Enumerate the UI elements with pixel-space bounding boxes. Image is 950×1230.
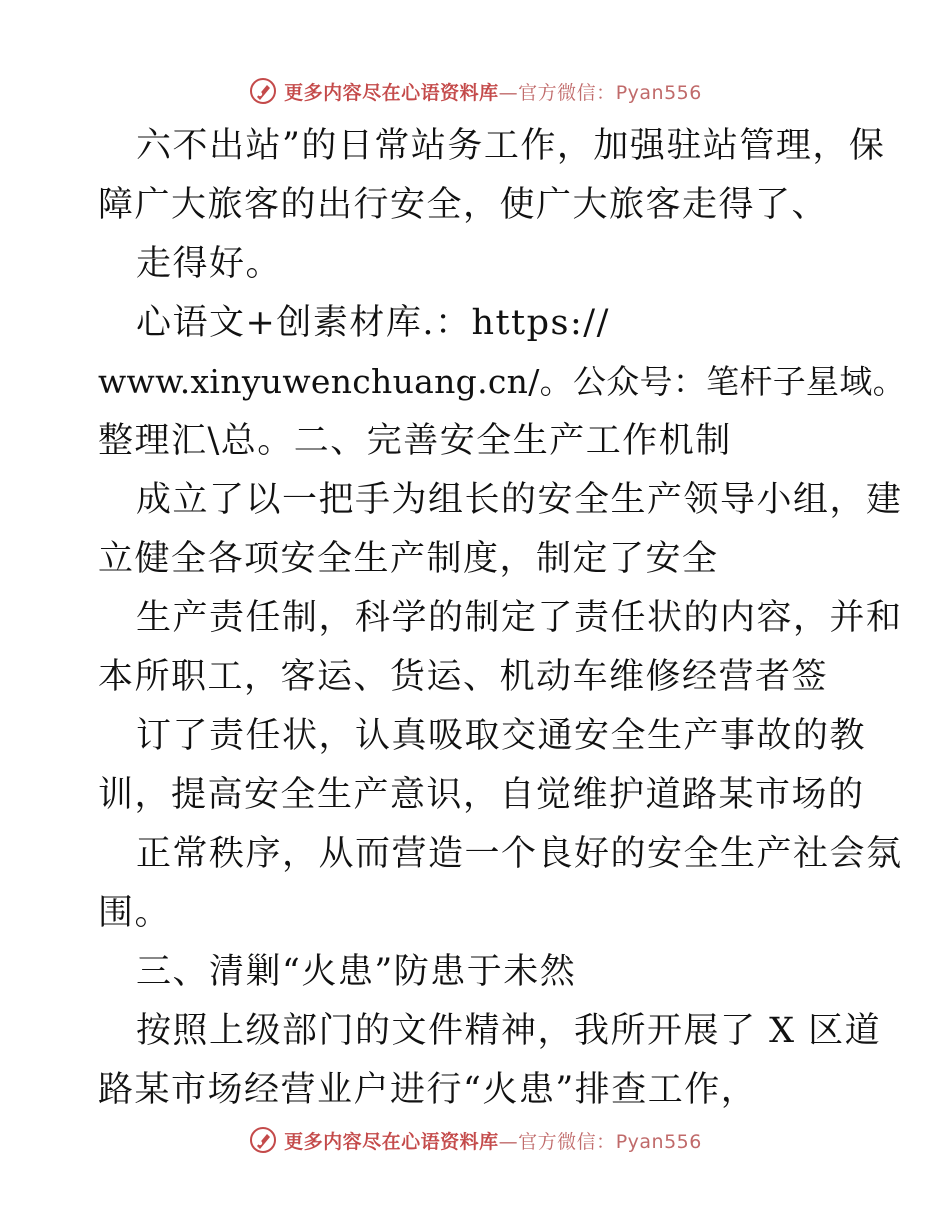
body-line: 按照上级部门的文件精神，我所开展了 X 区道 bbox=[136, 1011, 882, 1051]
header-banner-text bbox=[284, 78, 702, 105]
footer-suffix: 官方微信： bbox=[518, 1130, 616, 1153]
header-separator: — bbox=[498, 81, 519, 104]
body-line: 心语文+创素材库.：https:// bbox=[136, 303, 610, 343]
header-brand: 更多内容尽在心语资料库 bbox=[284, 81, 499, 104]
body-line: 障广大旅客的出行安全，使广大旅客走得了、 bbox=[98, 185, 829, 225]
footer-brand: 更多内容尽在心语资料库 bbox=[284, 1130, 499, 1153]
header-banner bbox=[0, 71, 950, 111]
body-line: 成立了以一把手为组长的安全生产领导小组，建 bbox=[136, 480, 903, 520]
body-line: www.xinyuwenchuang.cn/。公众号：笔杆子星域。 bbox=[98, 362, 906, 401]
body-line: 本所职工，客运、货运、机动车维修经营者签 bbox=[98, 657, 829, 697]
pen-nib-logo-icon bbox=[248, 1125, 278, 1155]
section-heading: 三、清剿“火患”防患于未然 bbox=[136, 952, 577, 992]
header-suffix: 官方微信： bbox=[518, 81, 616, 104]
footer-banner bbox=[0, 1120, 950, 1160]
footer-separator: — bbox=[498, 1130, 519, 1153]
body-line: 正常秩序，从而营造一个良好的安全生产社会氛 bbox=[136, 834, 903, 874]
header-wechat-id: Pyan556 bbox=[615, 81, 702, 104]
body-line: 订了责任状，认真吸取交通安全生产事故的教 bbox=[136, 716, 867, 756]
body-line: 训，提高安全生产意识，自觉维护道路某市场的 bbox=[98, 775, 865, 815]
body-line: 走得好。 bbox=[136, 244, 283, 284]
footer-wechat-id: Pyan556 bbox=[615, 1130, 702, 1153]
body-line: 立健全各项安全生产制度，制定了安全 bbox=[98, 539, 719, 579]
body-line: 整理汇\总。二、完善安全生产工作机制 bbox=[98, 421, 732, 461]
footer-banner-text bbox=[284, 1127, 702, 1154]
pen-nib-logo-icon bbox=[248, 76, 278, 106]
body-line: 路某市场经营业户进行“火患”排查工作， bbox=[98, 1070, 758, 1110]
body-line: 生产责任制，科学的制定了责任状的内容，并和 bbox=[136, 598, 903, 638]
body-line: 围。 bbox=[98, 893, 172, 933]
body-line: 六不出站”的日常站务工作，加强驻站管理，保 bbox=[136, 126, 886, 166]
